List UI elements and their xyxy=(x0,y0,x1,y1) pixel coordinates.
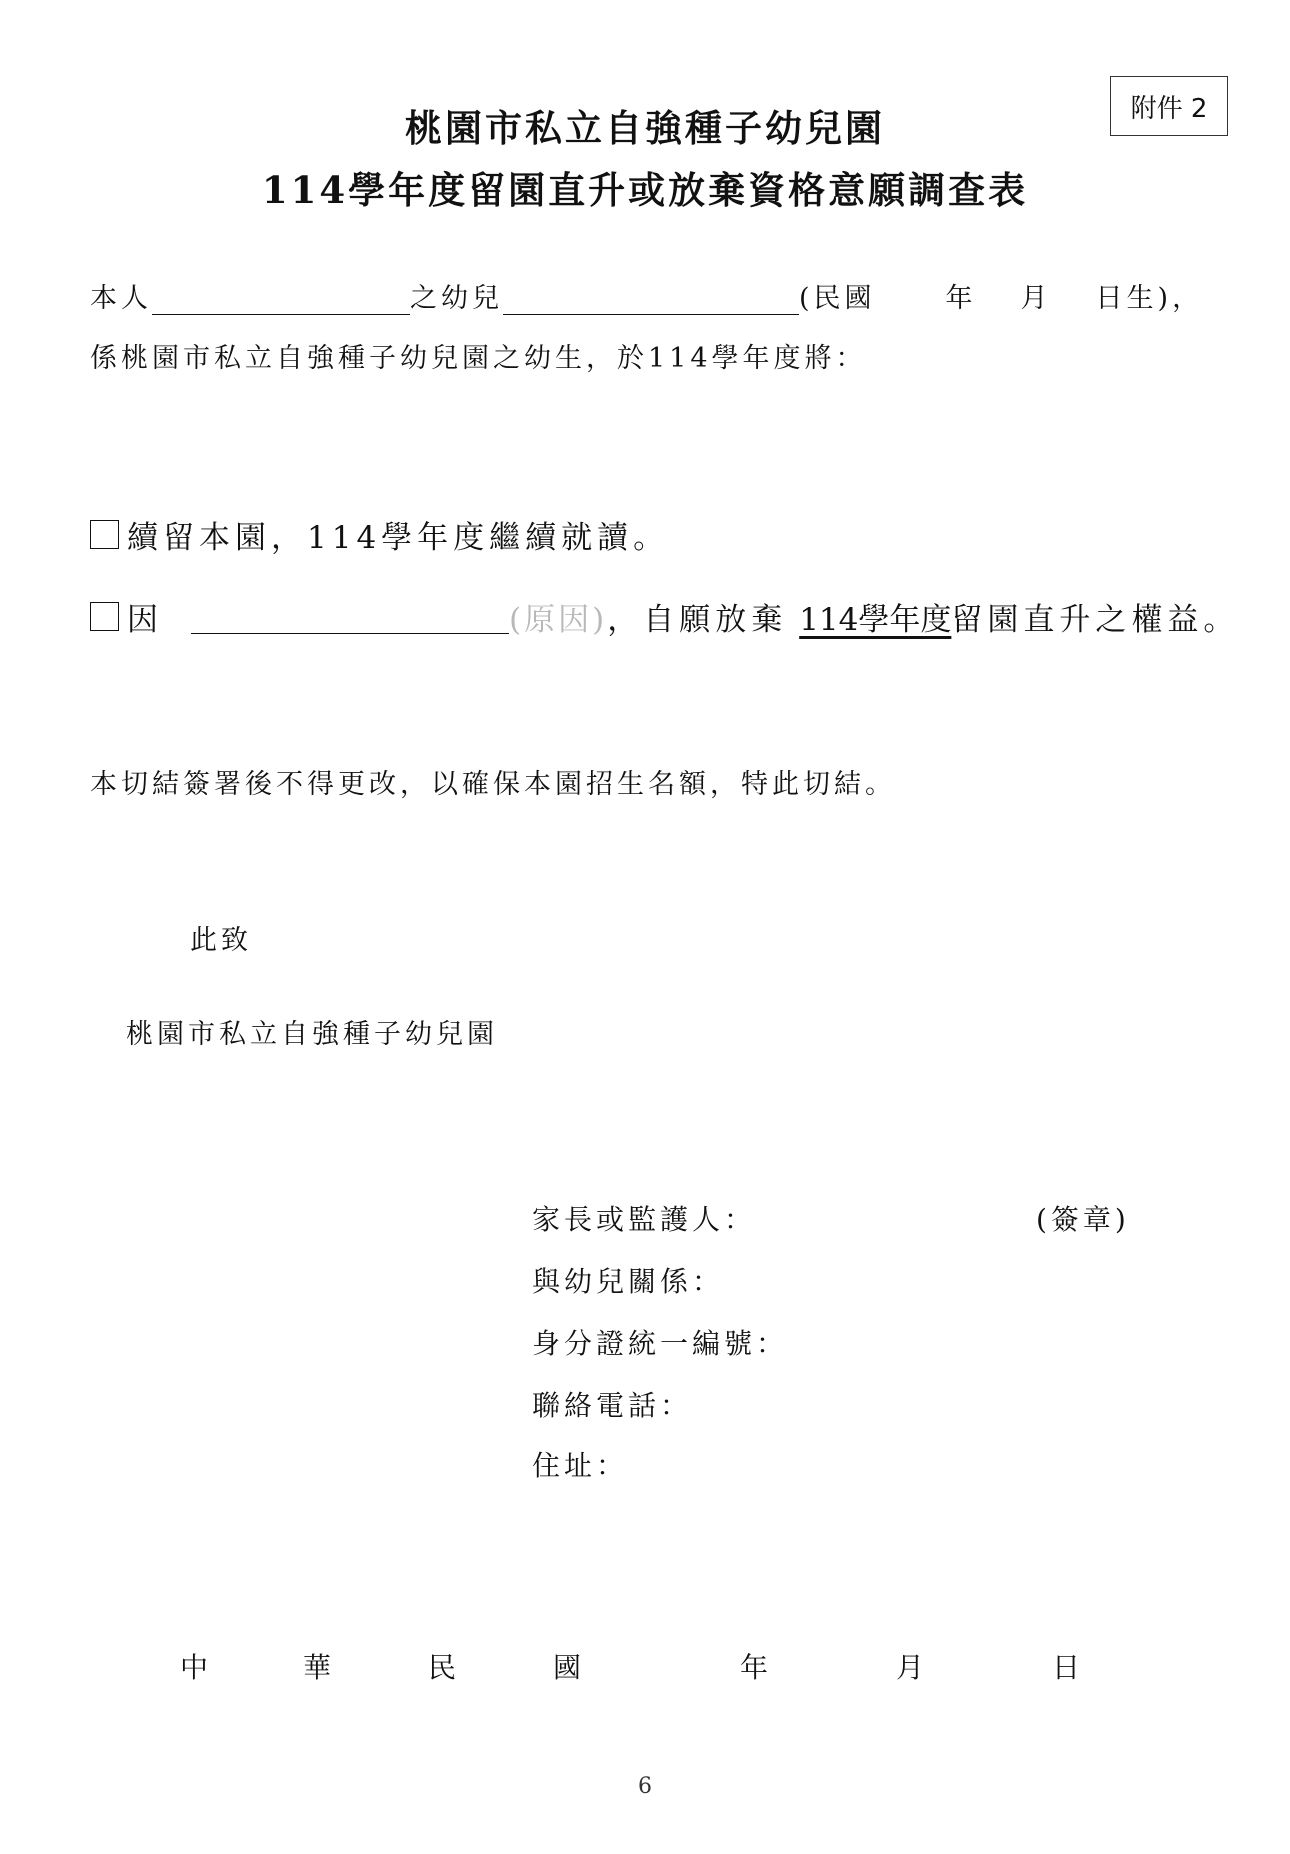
date-month: 月 xyxy=(896,1651,925,1684)
option-stay xyxy=(90,512,669,557)
relation-label: 與幼兒關係： xyxy=(532,1265,725,1298)
dob-month: 月 xyxy=(1020,283,1052,314)
option-giveup-prefix: 因 xyxy=(127,602,163,638)
parent-name-blank[interactable] xyxy=(152,284,410,315)
option-giveup-suffix: 留園直升之權益。 xyxy=(951,602,1240,638)
dob-year: 年 xyxy=(945,283,977,314)
child-name-blank[interactable] xyxy=(503,284,799,315)
reason-hint: (原因) xyxy=(509,602,608,638)
date-day: 日 xyxy=(1052,1651,1081,1684)
intro-prefix: 本人 xyxy=(90,283,152,314)
title-school-name: 桃園市私立自強種子幼兒園 xyxy=(405,106,885,150)
option-giveup-year: 114學年度 xyxy=(799,602,952,638)
date-char-4: 國 xyxy=(553,1651,582,1684)
intro-line-1 xyxy=(90,276,1203,315)
dob-day: 日生)， xyxy=(1095,283,1204,314)
reason-blank[interactable] xyxy=(191,599,509,634)
intro-line-2: 係桃園市私立自強種子幼兒園之幼生，於114學年度將： xyxy=(90,343,867,374)
address-label: 住址： xyxy=(532,1449,629,1482)
statement-text: 本切結簽署後不得更改，以確保本園招生名額，特此切結。 xyxy=(90,769,896,800)
stay-checkbox[interactable] xyxy=(90,520,119,549)
dob-open: (民國 xyxy=(799,283,876,314)
option-giveup xyxy=(90,594,1239,639)
date-char-3: 民 xyxy=(428,1651,457,1684)
phone-label: 聯絡電話： xyxy=(532,1389,693,1422)
title-form-name: 114學年度留園直升或放棄資格意願調查表 xyxy=(261,168,1029,212)
giveup-checkbox[interactable] xyxy=(90,602,119,631)
date-char-2: 華 xyxy=(303,1651,332,1684)
date-year: 年 xyxy=(740,1651,769,1684)
seal-label: (簽章) xyxy=(1036,1203,1130,1236)
option-stay-label: 續留本園，114學年度繼續就讀。 xyxy=(127,520,670,556)
guardian-label: 家長或監護人： xyxy=(532,1203,757,1236)
attachment-label: 附件 2 xyxy=(1110,76,1228,136)
intro-child-label: 之幼兒 xyxy=(410,283,503,314)
recipient: 桃園市私立自強種子幼兒園 xyxy=(126,1019,498,1050)
salutation: 此致 xyxy=(190,925,252,956)
date-char-1: 中 xyxy=(180,1651,209,1684)
page-number: 6 xyxy=(638,1774,652,1799)
option-giveup-mid: ，自願放棄 xyxy=(607,602,788,638)
id-number-label: 身分證統一編號： xyxy=(532,1327,789,1360)
